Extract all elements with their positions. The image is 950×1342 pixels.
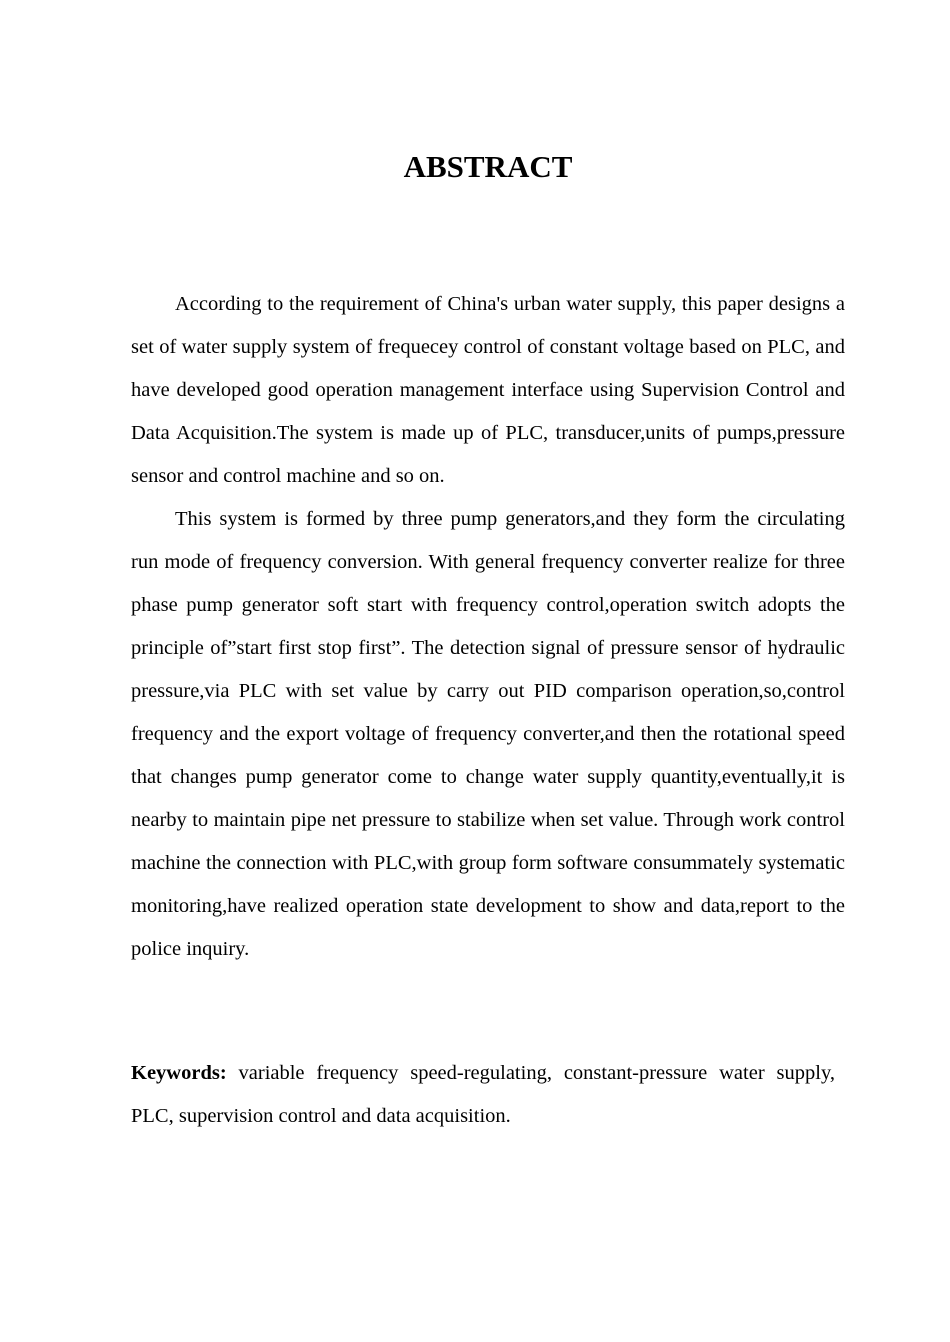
abstract-title: ABSTRACT [403, 149, 573, 184]
abstract-paragraph-2: This system is formed by three pump generators,and they form the circulating run mode of frequency conversion. With general frequency converter realize for three phase pump generator soft start with frequency control,operation switch adopts the principle of”start first stop first”. The detection signal of pressure sensor of hydraulic pressure,via PLC with set value by carry out PID comparison operation,so,control frequency and the export voltage of frequency converter,and then the rotational speed that changes pump generator come to change water supply quantity,eventually,it is nearby to maintain pipe net pressure to stabilize when set value. Through work control machine the connection with PLC,with group form software consummately systematic monitoring,have realized operation state development to show and data,report to the police inquiry. [131, 508, 845, 960]
keywords-line [131, 1052, 835, 1138]
abstract-paragraph-1: According to the requirement of China's urban water supply, this paper designs a set of water supply system of frequecey control of constant voltage based on PLC, and have developed good operation management interface using Supervision Control and Data Acquisition.The system is made up of PLC, transducer,units of pumps,pressure sensor and control machine and so on. [131, 293, 845, 487]
abstract-body [131, 283, 845, 971]
keywords-label: Keywords: [131, 1062, 227, 1084]
keywords-text: variable frequency speed-regulating, constant-pressure water supply, PLC, supervision control and data acquisition. [131, 1062, 835, 1127]
